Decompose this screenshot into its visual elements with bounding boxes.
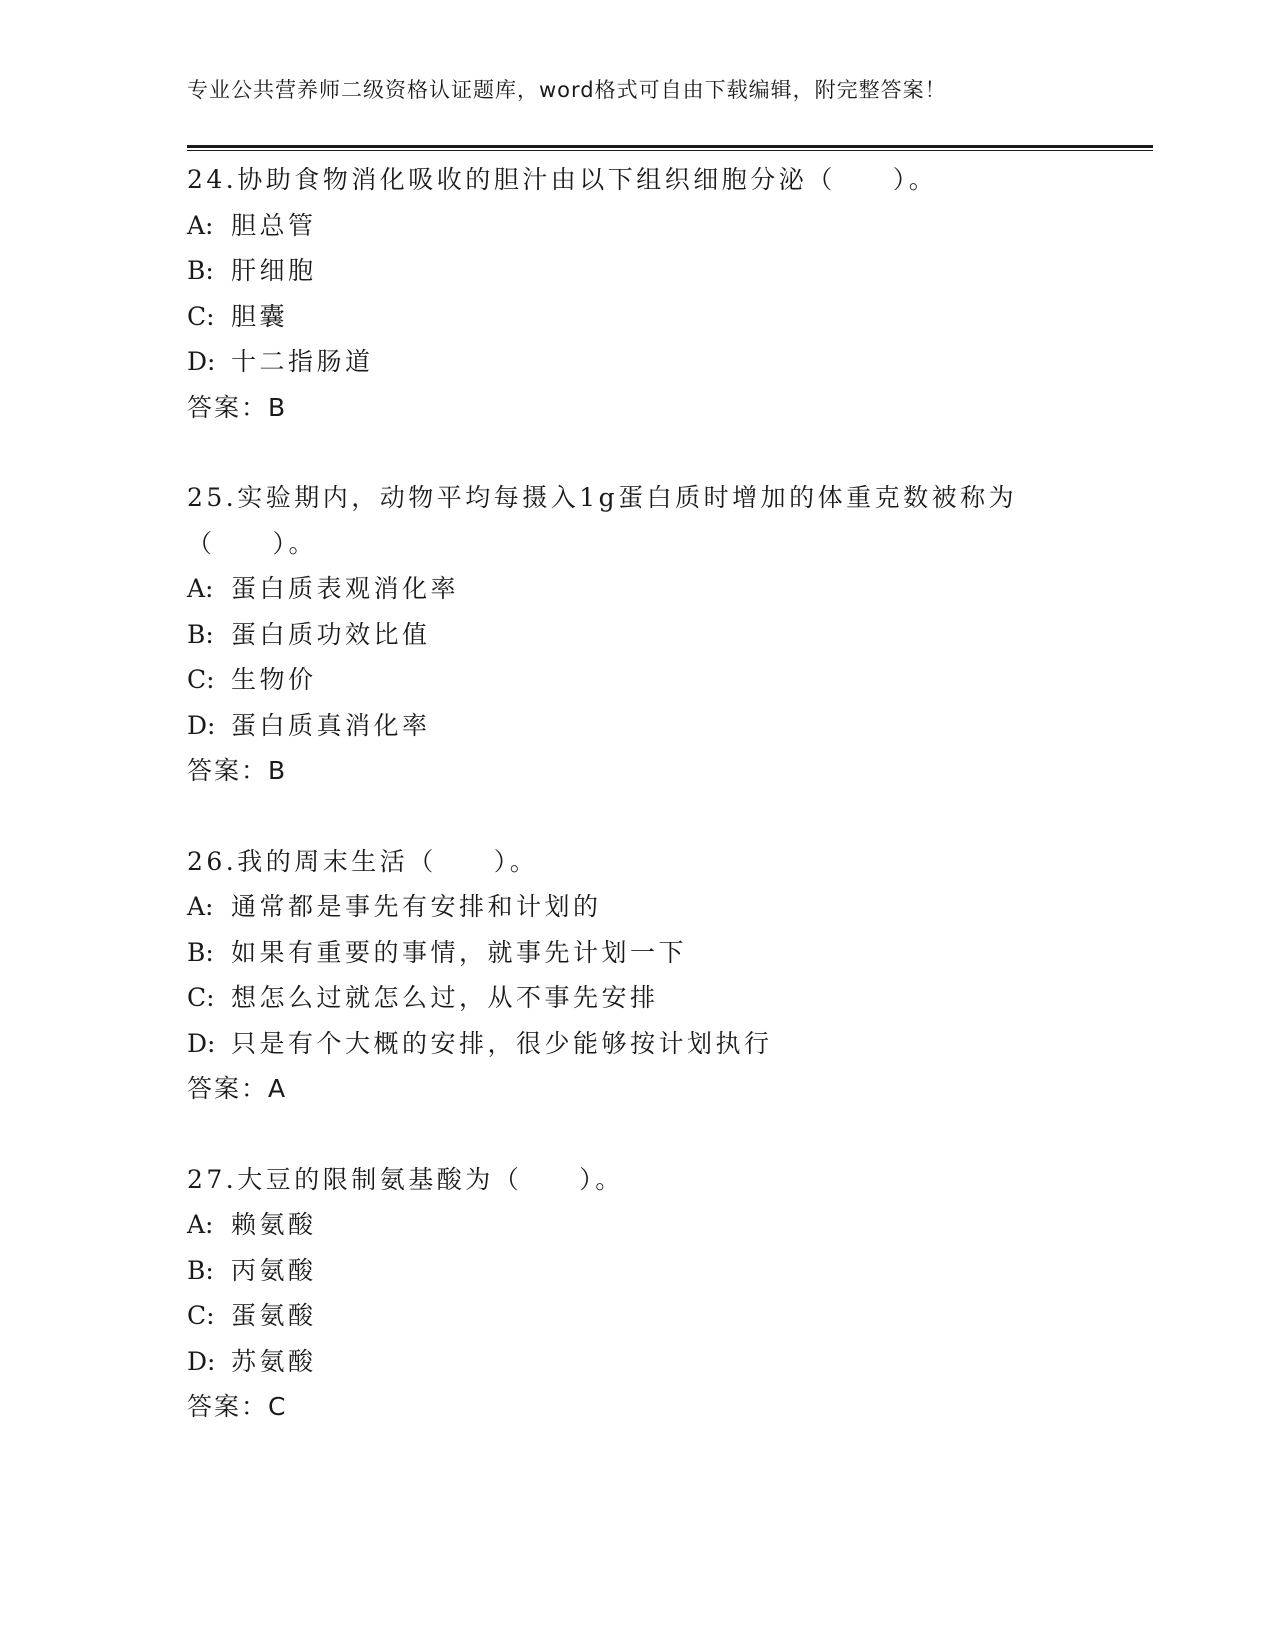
option-b [187,1248,1087,1294]
question-stem: 24.协助食物消化吸收的胆汁由以下组织细胞分泌（ ）。 [187,165,938,194]
option-text: 蛋白质功效比值 [231,619,431,649]
option-text: 蛋氨酸 [231,1301,317,1330]
option-label: C: [187,1301,215,1330]
option-text: 苏氨酸 [231,1346,317,1376]
option-label: B: [187,256,214,285]
option-label: B: [187,937,214,967]
option-text: 蛋白质真消化率 [231,710,431,740]
option-b [187,248,1087,294]
question-27 [187,1157,1087,1430]
option-c [187,657,1087,703]
question-list [187,157,1087,1475]
option-label: D: [187,1028,216,1058]
option-a [187,884,1087,930]
option-label: C: [187,301,215,331]
question-25 [187,475,1087,794]
option-d [187,1021,1087,1067]
option-label: A: [187,210,214,240]
option-text: 肝细胞 [231,256,317,285]
option-c [187,975,1087,1021]
option-text: 赖氨酸 [231,1210,317,1239]
option-text: 胆总管 [231,210,317,240]
question-26 [187,839,1087,1112]
page-header: 专业公共营养师二级资格认证题库，word格式可自由下载编辑，附完整答案！ [187,78,947,102]
question-24 [187,157,1087,430]
option-b [187,612,1087,658]
option-d [187,703,1087,749]
option-a [187,1202,1087,1248]
option-label: A: [187,892,214,921]
option-a [187,566,1087,612]
question-stem: 25.实验期内，动物平均每摄入1g蛋白质时增加的体重克数被称为（ ）。 [187,483,1018,558]
option-label: B: [187,619,214,649]
option-text: 蛋白质表观消化率 [231,574,460,603]
option-label: D: [187,347,216,376]
option-text: 生物价 [231,665,317,694]
question-stem: 27.大豆的限制氨基酸为（ ）。 [187,1164,624,1194]
question-stem: 26.我的周末生活（ ）。 [187,846,539,876]
header-rule-thin [187,150,1153,151]
answer-text: 答案：B [187,392,288,422]
option-label: D: [187,710,216,740]
option-d [187,1339,1087,1385]
option-label: A: [187,1210,214,1239]
option-label: A: [187,574,214,603]
option-text: 如果有重要的事情，就事先计划一下 [231,937,688,967]
option-text: 通常都是事先有安排和计划的 [231,892,602,921]
option-a [187,203,1087,249]
option-c [187,1293,1087,1339]
option-b [187,930,1087,976]
option-label: C: [187,665,215,694]
option-c [187,294,1087,340]
header-rule-thick [187,145,1153,148]
option-text: 想怎么过就怎么过，从不事先安排 [231,983,659,1012]
option-text: 胆囊 [231,301,289,331]
option-d [187,339,1087,385]
answer-text: 答案：C [187,1392,288,1421]
option-label: D: [187,1346,216,1376]
option-text: 只是有个大概的安排，很少能够按计划执行 [231,1028,773,1058]
option-text: 十二指肠道 [231,347,374,376]
option-label: C: [187,983,215,1012]
option-text: 丙氨酸 [231,1255,317,1285]
answer-text: 答案：B [187,756,288,785]
option-label: B: [187,1255,214,1285]
answer-text: 答案：A [187,1074,288,1103]
